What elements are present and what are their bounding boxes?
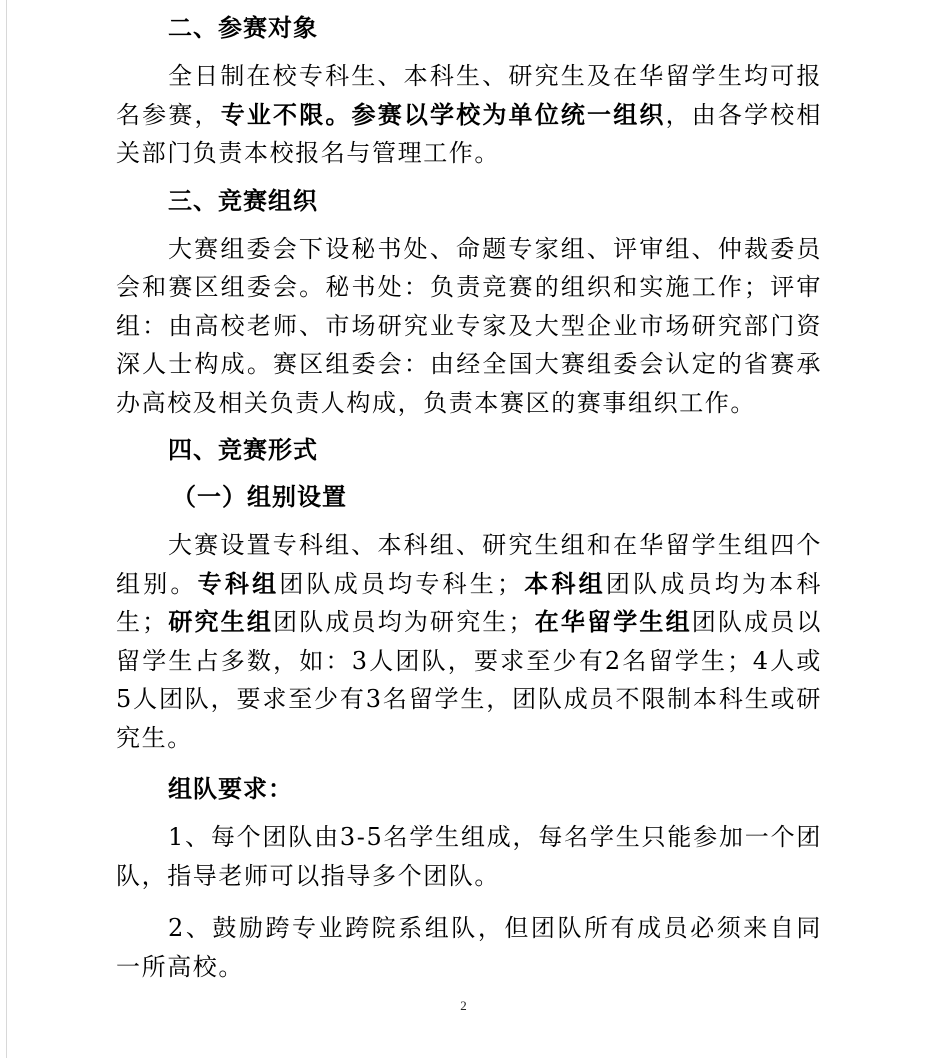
section-heading-participants: 二、参赛对象 (168, 14, 318, 42)
list-item: 2、鼓励跨专业跨院系组队，但团队所有成员必须来自同一所高校。 (116, 914, 822, 981)
paragraph-groups (116, 526, 822, 757)
paragraph-organization: 大赛组委会下设秘书处、命题专家组、评审组、仲裁委员会和赛区组委会。秘书处：负责竞赛的组织和实施工作；评审组：由高校老师、市场研究业专家及大型企业市场研究部门资深人士构成。赛区组委会：由经全国大赛组委会认定的省赛承办高校及相关负责人构成，负责本赛区的赛事组织工作。 (116, 234, 822, 417)
paragraph-text: 团队成员均为本科生； (116, 569, 822, 636)
section-heading-organization: 三、竞赛组织 (168, 186, 318, 215)
paragraph-participants (116, 57, 822, 173)
section-heading-format: 四、竞赛形式 (168, 436, 318, 464)
page-number: 2 (460, 998, 467, 1013)
paragraph-text: 团队成员均专科生； (279, 569, 523, 598)
group-name-undergraduate: 本科组 (522, 569, 606, 598)
group-name-graduate: 研究生组 (167, 608, 274, 636)
emphasis-text: 专业不限。参赛以学校为单位统一组织 (220, 100, 666, 129)
group-name-junior-college: 专科组 (197, 569, 280, 598)
group-name-international: 在华留学生组 (534, 608, 692, 636)
page-edge-rule (6, 0, 7, 1058)
paragraph-text: 团队成员以留学生占多数，如：3人团队，要求至少有2名留学生；4人或5人团队，要求至少有3名留学生，团队成员不限制本科生或研究生。 (116, 608, 823, 752)
paragraph-text: 全日制在校专科生、本科生、研究生及在华留学生均可报名参赛， (116, 62, 822, 129)
document-body (116, 10, 822, 986)
paragraph-text: 团队成员均为研究生； (273, 608, 535, 636)
subsection-heading-team-requirements: 组队要求： (168, 775, 293, 803)
paragraph-text: ，由各学校相关部门负责本校报名与管理工作。 (116, 100, 823, 167)
subsection-heading-groups: （一）组别设置 (172, 483, 347, 511)
list-item: 1、每个团队由3-5名学生组成，每名学生只能参加一个团队，指导老师可以指导多个团队。 (116, 823, 822, 890)
paragraph-text: 大赛设置专科组、本科组、研究生组和在华留学生组四个组别。 (116, 531, 822, 598)
